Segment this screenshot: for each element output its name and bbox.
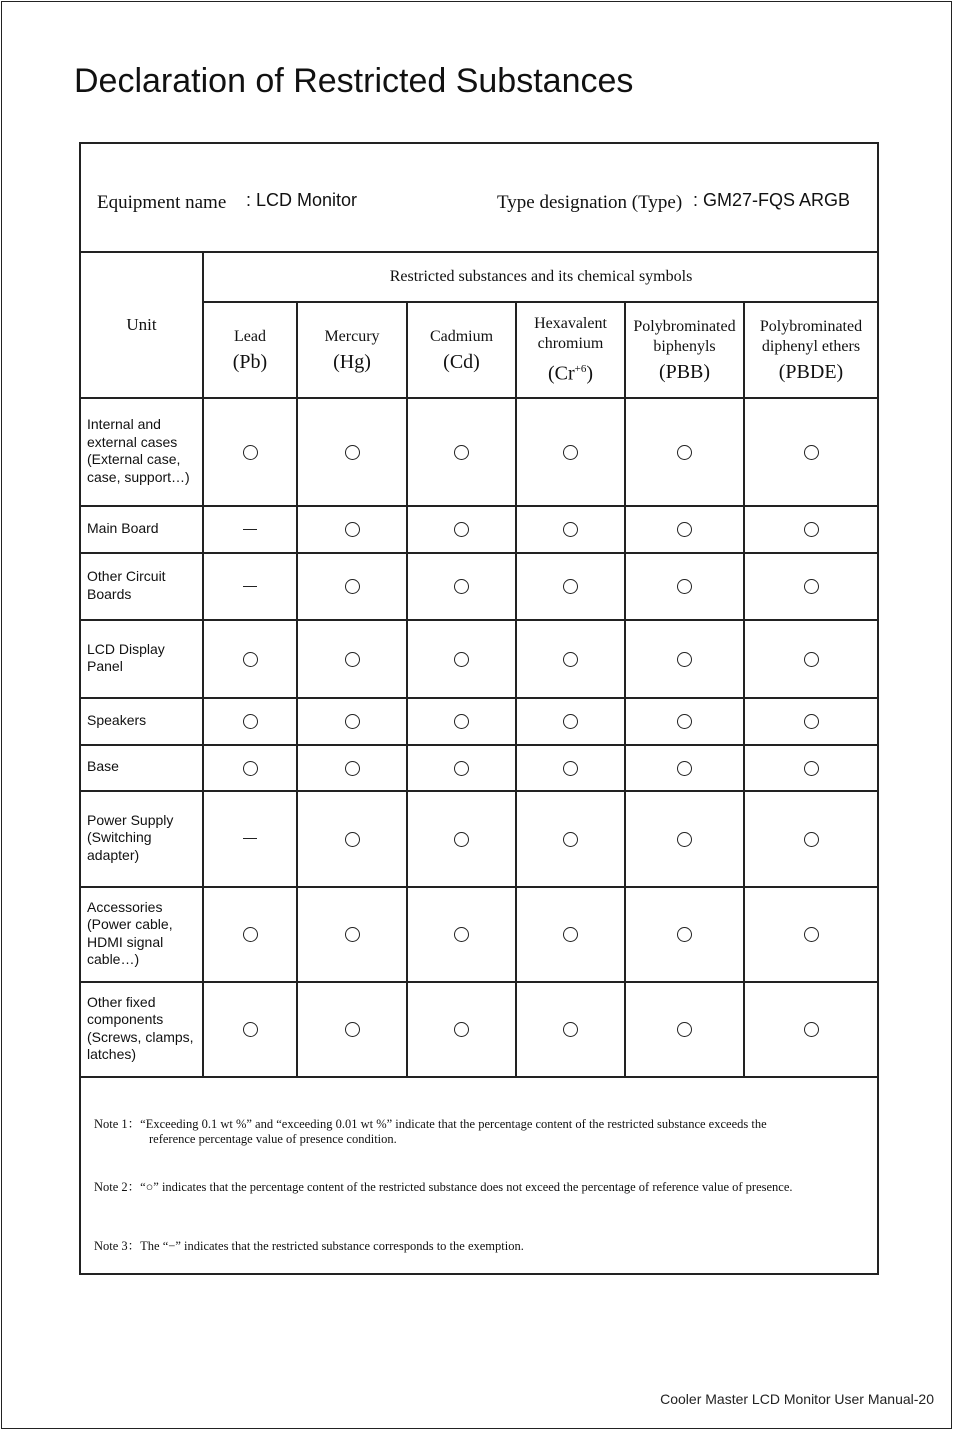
- compliant-mark-icon: [243, 445, 258, 460]
- compliant-mark-icon: [677, 714, 692, 729]
- header-divider: [80, 251, 878, 253]
- compliant-mark-icon: [454, 761, 469, 776]
- row-divider: [80, 697, 878, 699]
- equipment-name-value: : LCD Monitor: [246, 190, 358, 210]
- note-1: Note 1：“Exceeding 0.1 wt %” and “exceeding 0.01 wt %” indicate that the percentage content of the restricted substance exceeds the: [94, 1117, 767, 1131]
- compliant-mark-icon: [563, 652, 578, 667]
- compliant-mark-icon: [677, 652, 692, 667]
- compliant-mark-icon: [804, 832, 819, 847]
- compliant-mark-icon: [804, 761, 819, 776]
- column-divider: [743, 302, 745, 1077]
- column-name-line: biphenyls: [653, 337, 716, 355]
- row-unit-line: components: [87, 1011, 164, 1027]
- column-name-line: diphenyl ethers: [761, 337, 861, 355]
- row-unit-line: case, support…): [87, 468, 190, 485]
- row-unit-label: [87, 568, 199, 603]
- compliant-mark-icon: [345, 1022, 360, 1037]
- equipment-name-label: Equipment name: [97, 192, 227, 213]
- compliant-mark-icon: [563, 927, 578, 942]
- row-unit-line: Power Supply: [87, 811, 174, 828]
- compliant-mark-icon: [243, 652, 258, 667]
- row-unit-label: [87, 994, 199, 1064]
- exemption-mark-icon: [243, 529, 257, 530]
- compliant-mark-icon: [804, 1022, 819, 1037]
- compliant-mark-icon: [804, 927, 819, 942]
- compliant-mark-icon: [677, 445, 692, 460]
- column-divider: [624, 302, 626, 1077]
- compliant-mark-icon: [677, 761, 692, 776]
- row-unit-line: Main Board: [87, 519, 159, 536]
- row-unit-line: (Screws, clamps,: [87, 1028, 194, 1045]
- compliant-mark-icon: [804, 579, 819, 594]
- column-header: [625, 303, 744, 398]
- page-footer: Cooler Master LCD Monitor User Manual-20: [660, 1391, 934, 1407]
- row-divider: [80, 886, 878, 888]
- note-2: Note 2：“○” indicates that the percentage content of the restricted substance does not exceed the percentage of reference value of presence.: [94, 1180, 793, 1194]
- compliant-mark-icon: [243, 927, 258, 942]
- column-symbol: (Hg): [333, 350, 371, 373]
- column-symbol: (PBB): [658, 360, 711, 383]
- compliant-mark-icon: [677, 1022, 692, 1037]
- column-symbol: (Cd): [443, 350, 480, 373]
- compliant-mark-icon: [804, 522, 819, 537]
- compliant-mark-icon: [454, 927, 469, 942]
- row-unit-label: [87, 712, 199, 730]
- exemption-mark-icon: [243, 586, 257, 587]
- column-header: [407, 303, 516, 398]
- row-unit-label: [87, 520, 199, 538]
- row-unit-line: external cases: [87, 433, 178, 450]
- row-unit-label: [87, 812, 199, 865]
- row-unit-line: LCD Display: [87, 640, 165, 657]
- column-name-line: Cadmium: [429, 327, 494, 345]
- compliant-mark-icon: [454, 1022, 469, 1037]
- row-unit-line: cable…): [87, 951, 140, 967]
- type-designation-label: Type designation (Type): [497, 192, 683, 213]
- compliant-mark-icon: [804, 445, 819, 460]
- row-unit-line: (External case,: [87, 451, 181, 467]
- row-unit-line: Panel: [87, 658, 123, 674]
- row-unit-line: (Switching: [87, 829, 152, 846]
- type-designation-value: : GM27-FQS ARGB: [693, 190, 851, 210]
- row-divider: [80, 981, 878, 983]
- row-unit-line: Other Circuit: [87, 568, 166, 584]
- column-header: [203, 303, 297, 398]
- compliant-mark-icon: [345, 714, 360, 729]
- compliant-mark-icon: [563, 1022, 578, 1037]
- compliant-mark-icon: [345, 445, 360, 460]
- row-unit-line: Other fixed: [87, 993, 156, 1010]
- compliant-mark-icon: [345, 652, 360, 667]
- compliant-mark-icon: [677, 579, 692, 594]
- compliant-mark-icon: [345, 579, 360, 594]
- compliant-mark-icon: [804, 714, 819, 729]
- compliant-mark-icon: [563, 761, 578, 776]
- column-header: [744, 303, 878, 398]
- column-name-line: Mercury: [324, 327, 380, 345]
- row-unit-line: Internal and: [87, 416, 161, 432]
- column-name-line: Hexavalent: [534, 315, 607, 333]
- column-header: [516, 303, 625, 398]
- row-unit-line: HDMI signal: [87, 933, 164, 950]
- row-divider: [80, 1076, 878, 1078]
- row-unit-label: [87, 899, 199, 969]
- row-unit-line: Speakers: [87, 711, 147, 728]
- compliant-mark-icon: [345, 522, 360, 537]
- row-unit-label: [87, 758, 199, 776]
- column-divider: [406, 302, 408, 1077]
- compliant-mark-icon: [454, 522, 469, 537]
- compliant-mark-icon: [563, 579, 578, 594]
- row-divider: [80, 619, 878, 621]
- row-unit-line: Base: [87, 758, 119, 775]
- compliant-mark-icon: [454, 579, 469, 594]
- column-name-line: Polybrominated: [633, 317, 736, 335]
- row-divider: [80, 744, 878, 746]
- compliant-mark-icon: [243, 714, 258, 729]
- row-divider: [80, 552, 878, 554]
- row-divider: [80, 505, 878, 507]
- row-unit-line: Boards: [87, 585, 132, 602]
- column-name-line: Polybrominated: [759, 317, 863, 335]
- substances-group-header: Restricted substances and its chemical symbols: [389, 268, 693, 285]
- compliant-mark-icon: [677, 522, 692, 537]
- row-unit-label: [87, 416, 199, 486]
- row-unit-line: Accessories: [87, 898, 163, 915]
- exemption-mark-icon: [243, 838, 257, 839]
- page-title: Declaration of Restricted Substances: [74, 62, 634, 100]
- compliant-mark-icon: [243, 1022, 258, 1037]
- row-unit-line: latches): [87, 1046, 137, 1062]
- compliant-mark-icon: [454, 832, 469, 847]
- column-divider: [515, 302, 517, 1077]
- compliant-mark-icon: [345, 832, 360, 847]
- compliant-mark-icon: [563, 445, 578, 460]
- compliant-mark-icon: [804, 652, 819, 667]
- row-unit-line: (Power cable,: [87, 916, 173, 932]
- column-name-line: Lead: [234, 327, 266, 345]
- compliant-mark-icon: [563, 522, 578, 537]
- compliant-mark-icon: [345, 761, 360, 776]
- compliant-mark-icon: [243, 761, 258, 776]
- column-header: [297, 303, 407, 398]
- compliant-mark-icon: [563, 832, 578, 847]
- note-1-continued: reference percentage value of presence condition.: [149, 1132, 397, 1146]
- column-name-line: chromium: [537, 335, 604, 353]
- unit-header: Unit: [126, 315, 157, 334]
- note-3: Note 3：The “−” indicates that the restricted substance corresponds to the exemption.: [94, 1239, 524, 1253]
- row-divider: [80, 790, 878, 792]
- compliant-mark-icon: [677, 927, 692, 942]
- compliant-mark-icon: [454, 714, 469, 729]
- compliant-mark-icon: [454, 652, 469, 667]
- column-divider: [296, 302, 298, 1077]
- row-unit-label: [87, 641, 199, 676]
- column-symbol: $(Cr^{+6})$: [547, 362, 594, 385]
- row-unit-line: adapter): [87, 846, 140, 863]
- compliant-mark-icon: [454, 445, 469, 460]
- column-symbol: (PBDE): [778, 360, 844, 383]
- compliant-mark-icon: [563, 714, 578, 729]
- column-symbol: (Pb): [232, 350, 268, 373]
- compliant-mark-icon: [345, 927, 360, 942]
- compliant-mark-icon: [677, 832, 692, 847]
